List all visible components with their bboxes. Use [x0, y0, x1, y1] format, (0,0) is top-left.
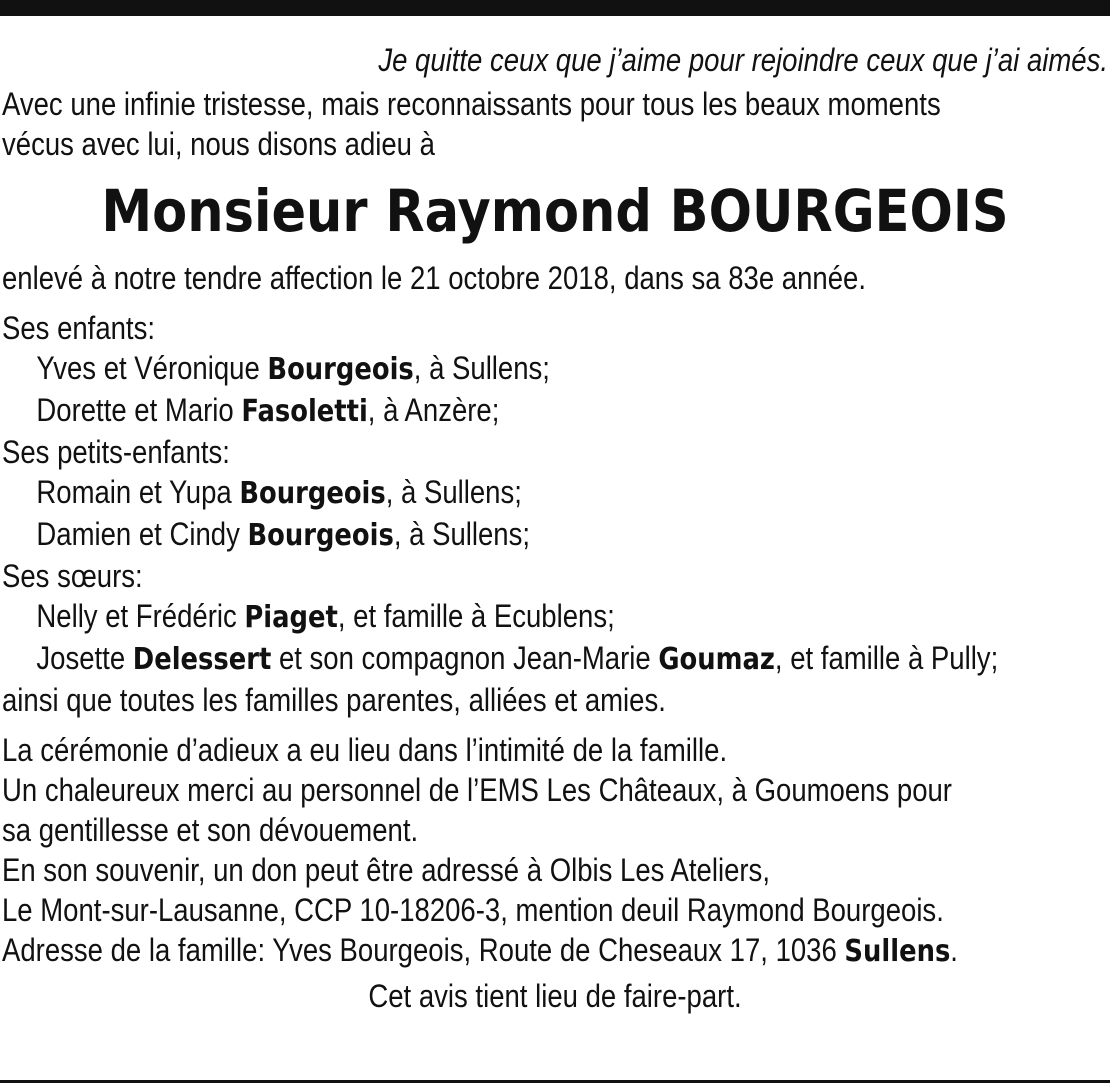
- surname: Fasoletti: [241, 394, 368, 429]
- donation-line-2: Le Mont-sur-Lausanne, CCP 10-18206-3, mention deuil Raymond Bourgeois.: [2, 892, 944, 928]
- donation-line-1: En son souvenir, un don peut être adressé à Olbis Les Ateliers,: [2, 852, 770, 888]
- surname: Bourgeois: [267, 352, 414, 387]
- family-member: Nelly et Frédéric Piaget, et famille à Ecublens;: [36, 598, 615, 635]
- family-member: Josette Delessert et son compagnon Jean-Marie Goumaz, et famille à Pully;: [36, 640, 999, 677]
- grandchildren-label: Ses petits-enfants:: [2, 434, 230, 470]
- intro-line-2: vécus avec lui, nous disons adieu à: [2, 126, 435, 162]
- children-label: Ses enfants:: [2, 310, 155, 346]
- intro-line-1: Avec une infinie tristesse, mais reconnaissants pour tous les beaux moments: [2, 86, 941, 122]
- town: Sullens: [844, 934, 951, 969]
- surname: Delessert: [132, 642, 272, 677]
- top-rule: [0, 0, 1110, 16]
- family-address: Adresse de la famille: Yves Bourgeois, Route de Cheseaux 17, 1036 Sullens.: [2, 932, 958, 969]
- family-member: Damien et Cindy Bourgeois, à Sullens;: [36, 516, 530, 553]
- family-member: Dorette et Mario Fasoletti, à Anzère;: [36, 392, 500, 429]
- surname: Bourgeois: [239, 476, 386, 511]
- deceased-name: Monsieur Raymond BOURGEOIS: [101, 177, 1009, 245]
- family-member: Yves et Véronique Bourgeois, à Sullens;: [36, 350, 550, 387]
- footer-note: Cet avis tient lieu de faire-part.: [368, 978, 742, 1014]
- surname: Piaget: [244, 600, 338, 635]
- thanks-line-2: sa gentillesse et son dévouement.: [2, 812, 419, 848]
- surname: Bourgeois: [247, 518, 394, 553]
- obituary-notice: [2, 40, 1108, 1016]
- bottom-rule: [0, 1080, 1110, 1083]
- ceremony-note: La cérémonie d’adieux a eu lieu dans l’intimité de la famille.: [2, 732, 728, 768]
- family-closing: ainsi que toutes les familles parentes, alliées et amies.: [2, 682, 666, 718]
- thanks-line-1: Un chaleureux merci au personnel de l’EMS Les Châteaux, à Goumoens pour: [2, 772, 952, 808]
- family-member: Romain et Yupa Bourgeois, à Sullens;: [36, 474, 522, 511]
- epigraph: Je quitte ceux que j’aime pour rejoindre ceux que j’ai aimés.: [378, 42, 1108, 78]
- surname: Goumaz: [658, 642, 775, 677]
- death-notice: enlevé à notre tendre affection le 21 octobre 2018, dans sa 83e année.: [2, 260, 866, 296]
- sisters-label: Ses sœurs:: [2, 558, 143, 594]
